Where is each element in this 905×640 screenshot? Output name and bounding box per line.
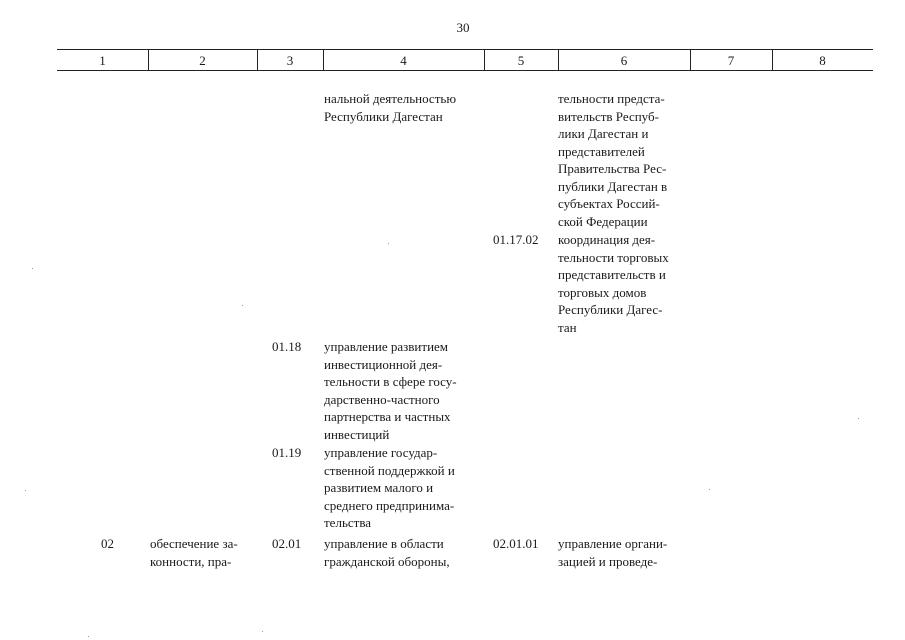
cell-activity-continuation: нальной деятельностью Республики Дагестан (324, 91, 457, 124)
cell-section-name: обеспечение за- конности, пра- (150, 536, 238, 569)
cell-subcode: 01.17.02 (493, 232, 539, 247)
cell-code: 01.18 (272, 339, 302, 354)
column-number-2: 2 (199, 53, 206, 68)
cell-code: 01.19 (272, 445, 302, 460)
scan-speck (388, 243, 389, 244)
column-number-8: 8 (819, 53, 826, 68)
scan-speck (32, 268, 33, 269)
column-number-5: 5 (517, 53, 525, 68)
scan-speck (88, 636, 89, 637)
header-top-rule (57, 49, 873, 50)
page-number: 30 (456, 20, 470, 35)
cell-subcode: 02.01.01 (493, 536, 539, 551)
scan-speck (858, 418, 859, 419)
header-bottom-rule (57, 70, 873, 71)
cell-activity: управление развитием инвестиционной дея- тельности в сфере госу- дарственно-частного партнерства и частных инвестиций (324, 339, 457, 442)
cell-subactivity-continuation: тельности предста- вительств Респуб- лики Дагестан и представителей Правительства Рес- публики Дагестан в субъектах Россий- ской Федерации (558, 91, 668, 229)
column-number-3: 3 (286, 53, 294, 68)
cell-activity: управление государ- ственной поддержкой и развитием малого и среднего предпринима- тельства (324, 445, 455, 530)
scan-speck (242, 305, 243, 306)
cell-subactivity: управление органи- зацией и проведе- (558, 536, 668, 569)
cell-section-code: 02 (101, 536, 114, 551)
cell-subactivity: координация дея- тельности торговых представительств и торговых домов Республики Дагес- тан (558, 232, 669, 335)
cell-code: 02.01 (272, 536, 302, 551)
scan-speck (709, 489, 710, 490)
column-number-7: 7 (727, 53, 735, 68)
column-number-6: 6 (620, 53, 628, 68)
scan-speck (262, 631, 263, 632)
scan-speck (25, 490, 26, 491)
column-number-1: 1 (99, 53, 106, 68)
column-number-4: 4 (400, 53, 407, 68)
cell-activity: управление в области гражданской обороны, (324, 536, 450, 569)
